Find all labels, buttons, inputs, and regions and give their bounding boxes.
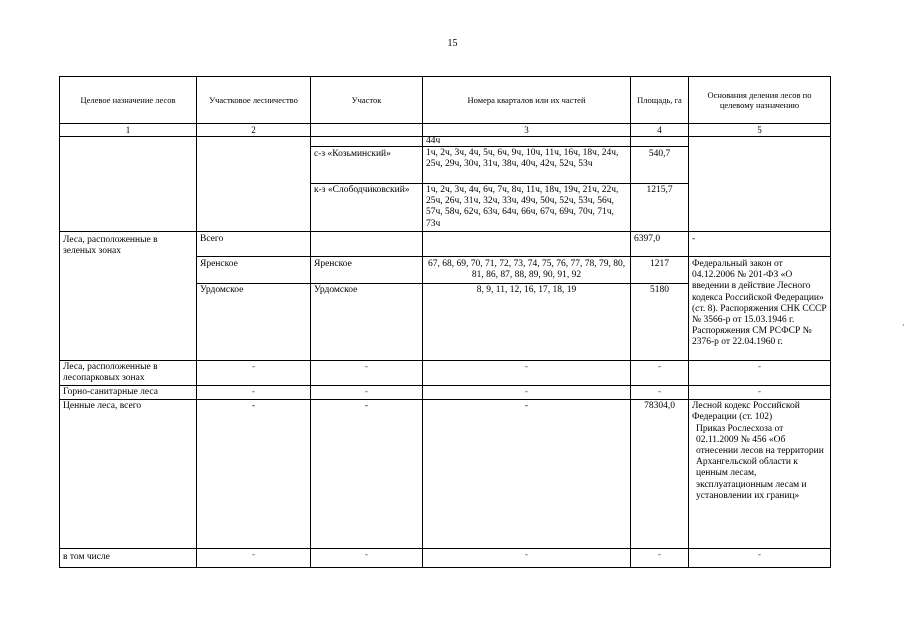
plot-cell: с-з «Козьминский» — [311, 147, 423, 184]
plot-cell: - — [311, 549, 423, 568]
column-number: 2 — [197, 124, 311, 137]
district-cell: Урдомское — [197, 284, 311, 361]
purpose-cell: Горно-санитарные леса — [60, 386, 197, 400]
plot-cell: к-з «Слободчиковский» — [311, 184, 423, 232]
table-row — [60, 361, 831, 386]
quarters-cell: - — [423, 400, 631, 549]
purpose-cell — [60, 137, 197, 232]
purpose-cell: Ценные леса, всего — [60, 400, 197, 549]
table-row — [60, 549, 831, 568]
column-number: 5 — [689, 124, 831, 137]
margin-mark: · — [902, 321, 905, 330]
quarters-cell: - — [423, 361, 631, 386]
purpose-cell: Леса, расположенные в лесопарковых зонах — [60, 361, 197, 386]
basis-cell — [689, 137, 831, 232]
basis-cell: - — [689, 232, 831, 257]
plot-cell: Урдомское — [311, 284, 423, 361]
page-number: 15 — [447, 38, 458, 49]
column-number-row — [60, 124, 831, 137]
column-number: 3 — [423, 124, 631, 137]
header-quarters: Номера кварталов или их частей — [423, 77, 631, 124]
quarters-cell: - — [423, 549, 631, 568]
basis-cell: Федеральный закон от 04.12.2006 № 201-ФЗ «О введении в действие Лесного кодекса Российской Федерации» (ст. 8). Распоряжения СНК СССР № 3566-р от 15.03.1946 г. Распоряжения СМ РСФСР № 2376-р от 22.04.1960 г. — [689, 257, 831, 361]
header-purpose: Целевое назначение лесов — [60, 77, 197, 124]
header-basis: Основания деления лесов по целевому назначению — [689, 77, 831, 124]
district-cell: Яренское — [197, 257, 311, 284]
basis-cell — [689, 400, 831, 549]
district-cell: - — [197, 386, 311, 400]
district-cell: - — [197, 361, 311, 386]
table-row — [60, 137, 831, 147]
purpose-cell: в том числе — [60, 549, 197, 568]
area-cell: 5180 — [631, 284, 689, 361]
header-row — [60, 77, 831, 124]
area-cell: 6397,0 — [631, 232, 689, 257]
quarters-cell — [423, 232, 631, 257]
basis-text: Приказ Рослесхоза от 02.11.2009 № 456 «Об отнесении лесов на территории Архангельской области к ценным лесам, эксплуатационным лесам и установлении их границ» — [696, 423, 824, 501]
district-cell — [197, 137, 311, 232]
plot-cell — [311, 137, 423, 147]
area-cell: - — [631, 361, 689, 386]
plot-cell: Яренское — [311, 257, 423, 284]
quarters-cell: 1ч, 2ч, 3ч, 4ч, 6ч, 7ч, 8ч, 11ч, 18ч, 19ч, 21ч, 22ч, 25ч, 26ч, 31ч, 32ч, 33ч, 49ч, 50ч, 52ч, 53ч, 56ч, 57ч, 58ч, 62ч, 63ч, 64ч, 66ч, 67ч, 69ч, 70ч, 71ч, 73ч — [423, 184, 631, 232]
basis-text: Лесной кодекс Российской Федерации (ст. 102) — [692, 401, 800, 423]
area-cell: 1217 — [631, 257, 689, 284]
area-cell: - — [631, 549, 689, 568]
basis-cell: - — [689, 386, 831, 400]
district-cell: Всего — [197, 232, 311, 257]
area-cell — [631, 137, 689, 147]
header-district: Участковое лесничество — [197, 77, 311, 124]
table-row — [60, 232, 831, 257]
plot-cell: - — [311, 400, 423, 549]
header-plot: Участок — [311, 77, 423, 124]
area-cell: 540,7 — [631, 147, 689, 184]
column-number: 1 — [60, 124, 197, 137]
area-cell: - — [631, 386, 689, 400]
column-number: 4 — [631, 124, 689, 137]
plot-cell — [311, 232, 423, 257]
table-row — [60, 400, 831, 549]
forest-purpose-table — [59, 76, 831, 568]
header-area: Площадь, га — [631, 77, 689, 124]
district-cell: - — [197, 549, 311, 568]
plot-cell: - — [311, 361, 423, 386]
quarters-cell: 44ч — [423, 137, 631, 147]
area-cell: 78304,0 — [631, 400, 689, 549]
area-cell: 1215,7 — [631, 184, 689, 232]
quarters-cell: 1ч, 2ч, 3ч, 4ч, 5ч, 6ч, 9ч, 10ч, 11ч, 16ч, 18ч, 24ч, 25ч, 29ч, 30ч, 31ч, 38ч, 40ч, 42ч, 52ч, 53ч — [423, 147, 631, 184]
district-cell: - — [197, 400, 311, 549]
quarters-cell: - — [423, 386, 631, 400]
plot-cell: - — [311, 386, 423, 400]
basis-cell: - — [689, 549, 831, 568]
purpose-cell: Леса, расположенные в зеленых зонах — [60, 232, 197, 361]
quarters-cell: 8, 9, 11, 12, 16, 17, 18, 19 — [423, 284, 631, 361]
table-row — [60, 386, 831, 400]
column-number — [311, 124, 423, 137]
basis-cell: - — [689, 361, 831, 386]
quarters-cell: 67, 68, 69, 70, 71, 72, 73, 74, 75, 76, 77, 78, 79, 80, 81, 86, 87, 88, 89, 90, 91, 92 — [423, 257, 631, 284]
